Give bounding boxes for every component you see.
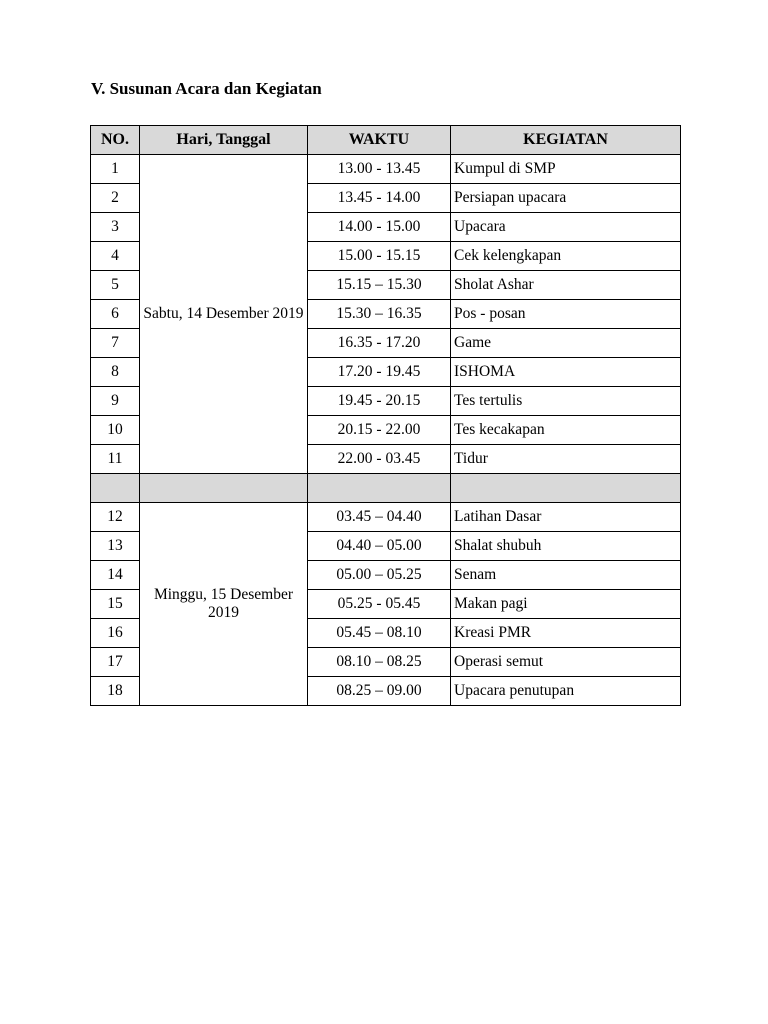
time-cell: 20.15 - 22.00 (308, 416, 451, 445)
activity-cell: Game (451, 329, 681, 358)
time-cell: 05.45 – 08.10 (308, 619, 451, 648)
time-cell: 05.25 - 05.45 (308, 590, 451, 619)
separator-cell (451, 474, 681, 503)
header-day: Hari, Tanggal (140, 126, 308, 155)
row-number: 6 (91, 300, 140, 329)
row-number: 10 (91, 416, 140, 445)
time-cell: 15.30 – 16.35 (308, 300, 451, 329)
activity-cell: Upacara (451, 213, 681, 242)
time-cell: 08.25 – 09.00 (308, 677, 451, 706)
separator-cell (91, 474, 140, 503)
row-number: 15 (91, 590, 140, 619)
activity-cell: Sholat Ashar (451, 271, 681, 300)
activity-cell: Pos - posan (451, 300, 681, 329)
activity-cell: ISHOMA (451, 358, 681, 387)
activity-cell: Makan pagi (451, 590, 681, 619)
activity-cell: Shalat shubuh (451, 532, 681, 561)
row-number: 7 (91, 329, 140, 358)
separator-row (91, 474, 681, 503)
activity-cell: Tes tertulis (451, 387, 681, 416)
time-cell: 13.00 - 13.45 (308, 155, 451, 184)
time-cell: 19.45 - 20.15 (308, 387, 451, 416)
time-cell: 16.35 - 17.20 (308, 329, 451, 358)
header-activity: KEGIATAN (451, 126, 681, 155)
separator-cell (308, 474, 451, 503)
time-cell: 22.00 - 03.45 (308, 445, 451, 474)
row-number: 18 (91, 677, 140, 706)
row-number: 11 (91, 445, 140, 474)
row-number: 13 (91, 532, 140, 561)
activity-cell: Tes kecakapan (451, 416, 681, 445)
row-number: 5 (91, 271, 140, 300)
day2-group (91, 503, 681, 706)
day-date-cell: Sabtu, 14 Desember 2019 (140, 155, 308, 474)
row-number: 4 (91, 242, 140, 271)
table-row (91, 155, 681, 184)
time-cell: 15.15 – 15.30 (308, 271, 451, 300)
day-date-cell: Minggu, 15 Desember 2019 (140, 503, 308, 706)
time-cell: 17.20 - 19.45 (308, 358, 451, 387)
row-number: 2 (91, 184, 140, 213)
activity-cell: Kumpul di SMP (451, 155, 681, 184)
time-cell: 13.45 - 14.00 (308, 184, 451, 213)
row-number: 12 (91, 503, 140, 532)
table-header-row (91, 126, 681, 155)
time-cell: 08.10 – 08.25 (308, 648, 451, 677)
time-cell: 03.45 – 04.40 (308, 503, 451, 532)
time-cell: 14.00 - 15.00 (308, 213, 451, 242)
row-number: 1 (91, 155, 140, 184)
activity-cell: Persiapan upacara (451, 184, 681, 213)
row-number: 9 (91, 387, 140, 416)
time-cell: 05.00 – 05.25 (308, 561, 451, 590)
section-title: V. Susunan Acara dan Kegiatan (91, 79, 322, 98)
time-cell: 04.40 – 05.00 (308, 532, 451, 561)
row-number: 3 (91, 213, 140, 242)
activity-cell: Kreasi PMR (451, 619, 681, 648)
activity-cell: Tidur (451, 445, 681, 474)
row-number: 8 (91, 358, 140, 387)
row-number: 14 (91, 561, 140, 590)
activity-cell: Senam (451, 561, 681, 590)
separator-cell (140, 474, 308, 503)
activity-cell: Latihan Dasar (451, 503, 681, 532)
day1-group (91, 155, 681, 474)
table-row (91, 503, 681, 532)
row-number: 17 (91, 648, 140, 677)
header-no: NO. (91, 126, 140, 155)
time-cell: 15.00 - 15.15 (308, 242, 451, 271)
activity-cell: Upacara penutupan (451, 677, 681, 706)
schedule-table (90, 125, 681, 706)
row-number: 16 (91, 619, 140, 648)
activity-cell: Cek kelengkapan (451, 242, 681, 271)
activity-cell: Operasi semut (451, 648, 681, 677)
header-time: WAKTU (308, 126, 451, 155)
